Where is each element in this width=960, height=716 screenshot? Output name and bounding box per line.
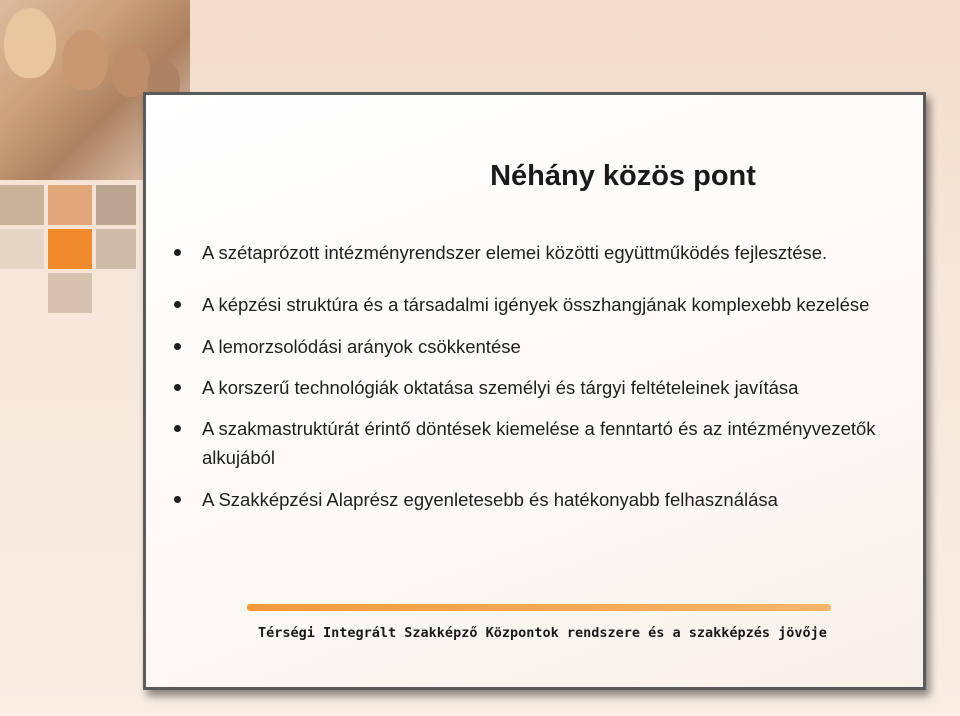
bullet-dot-icon: [174, 301, 181, 308]
mosaic-tile: [48, 273, 92, 313]
mosaic-tile: [96, 229, 136, 269]
bullet-text: A képzési struktúra és a társadalmi igények összhangjának komplexebb kezelése: [202, 294, 870, 315]
bullet-item: [172, 414, 892, 472]
bullet-item: [172, 332, 892, 361]
student-figure: [62, 30, 108, 90]
bullet-dot-icon: [174, 343, 181, 350]
mosaic-tile: [0, 185, 44, 225]
footer-caption: Térségi Integrált Szakképző Központok rendszere és a szakképzés jövője: [258, 625, 827, 641]
mosaic-tile: [96, 185, 136, 225]
bullet-item: [172, 290, 892, 319]
student-figure: [112, 45, 150, 97]
bullet-text: A szakmastruktúrát érintő döntések kiemelése a fenntartó és az intézményvezetők alkujából: [202, 418, 876, 468]
mosaic-tile: [0, 229, 44, 269]
footer-accent-bar: [247, 604, 831, 611]
slide-title: Néhány közös pont: [490, 160, 756, 192]
bullet-text: A lemorzsolódási arányok csökkentése: [202, 336, 521, 357]
student-figure: [4, 8, 56, 78]
bullet-dot-icon: [174, 249, 181, 256]
bullet-text: A korszerű technológiák oktatása személyi és tárgyi feltételeinek javítása: [202, 377, 799, 398]
bullet-dot-icon: [174, 384, 181, 391]
bullet-text: A Szakképzési Alaprész egyenletesebb és hatékonyabb felhasználása: [202, 489, 778, 510]
bullet-text: A szétaprózott intézményrendszer elemei közötti együttműködés fejlesztése.: [202, 242, 828, 263]
mosaic-tile: [48, 185, 92, 225]
bullet-item: [172, 485, 892, 514]
bullet-item: [172, 373, 892, 402]
bullet-item: [172, 238, 892, 267]
bullet-list: [172, 238, 892, 514]
mosaic-tile: [48, 229, 92, 269]
bullet-dot-icon: [174, 496, 181, 503]
bullet-dot-icon: [174, 425, 181, 432]
